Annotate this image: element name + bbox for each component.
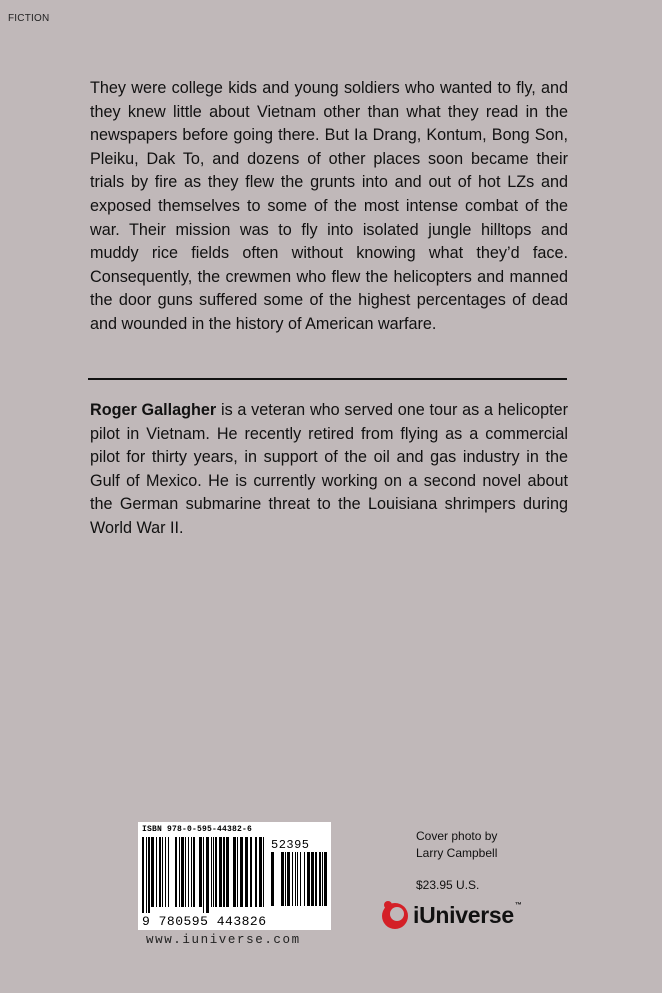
price-code: 52395 xyxy=(271,838,310,852)
isbn-digits: 9 780595 443826 xyxy=(142,914,267,929)
isbn-label: ISBN 978-0-595-44382-6 xyxy=(142,825,253,834)
ean-barcode-bars xyxy=(141,837,269,913)
price-barcode-bars xyxy=(270,852,328,912)
author-name: Roger Gallagher xyxy=(90,401,217,419)
publisher-name xyxy=(413,902,522,929)
photo-credit-line2: Larry Campbell xyxy=(416,846,498,860)
author-bio xyxy=(90,399,568,541)
price-label: $23.95 U.S. xyxy=(416,878,480,892)
publisher-website: www.iuniverse.com xyxy=(146,933,301,947)
trademark-symbol: ™ xyxy=(514,901,522,909)
divider-rule xyxy=(88,378,567,380)
publisher-name-text: iUniverse xyxy=(413,901,514,928)
publisher-logo xyxy=(380,895,522,935)
barcode xyxy=(138,822,331,930)
iuniverse-swirl-icon xyxy=(380,899,410,931)
blurb-paragraph: They were college kids and young soldiers who wanted to fly, and they knew little about Vietnam other than what they read in the newspapers before going there. But Ia Drang, Kontum, Bong Son, Pleiku, Dak To, and dozens of other places soon became their trials by fire as they flew the grunts into and out of hot LZs and exposed themselves to some of the most intense combat of the war. Their mission was to fly into isolated jungle hilltops and muddy rice fields often without knowing what they’d face. Consequently, the crewmen who flew the helicopters and manned the door guns suffered some of the highest percentages of dead and wounded in the history of American warfare. xyxy=(90,79,568,333)
author-bio-text: is a veteran who served one tour as a helicopter pilot in Vietnam. He recently retired from flying as a commercial pilot for thirty years, in support of the oil and gas industry in the Gulf of Mexico. He is currently working on a second novel about the German submarine threat to the Louisiana shrimpers during World War II. xyxy=(90,401,568,537)
photo-credit-line1: Cover photo by xyxy=(416,829,498,843)
genre-label: FICTION xyxy=(8,13,50,24)
photo-credit xyxy=(416,828,497,862)
